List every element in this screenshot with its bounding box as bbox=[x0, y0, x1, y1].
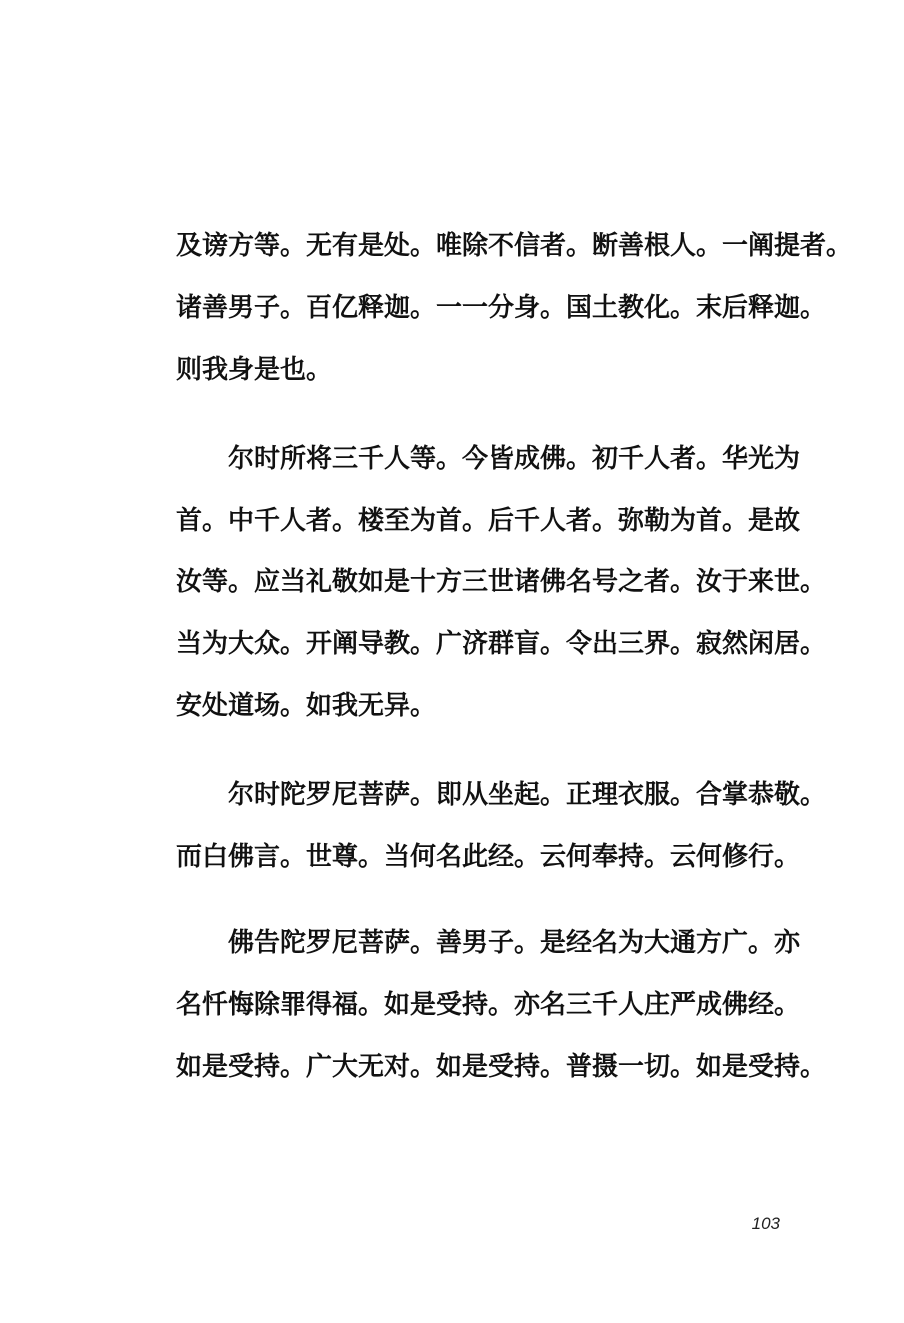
text-line: 尔时所将三千人等。今皆成佛。初千人者。华光为 bbox=[228, 444, 801, 474]
text-line: 名忏悔除罪得福。如是受持。亦名三千人庄严成佛经。 bbox=[176, 990, 801, 1020]
text-line: 首。中千人者。楼至为首。后千人者。弥勒为首。是故 bbox=[176, 506, 801, 536]
text-line: 佛告陀罗尼菩萨。善男子。是经名为大通方广。亦 bbox=[228, 928, 801, 958]
text-line: 诸善男子。百亿释迦。一一分身。国土教化。末后释迦。 bbox=[176, 293, 827, 323]
text-line: 尔时陀罗尼菩萨。即从坐起。正理衣服。合掌恭敬。 bbox=[228, 780, 827, 810]
text-line: 而白佛言。世尊。当何名此经。云何奉持。云何修行。 bbox=[176, 842, 801, 872]
text-line: 当为大众。开阐导教。广济群盲。令出三界。寂然闲居。 bbox=[176, 629, 827, 659]
text-line: 如是受持。广大无对。如是受持。普摄一切。如是受持。 bbox=[176, 1052, 827, 1082]
page-number: 103 bbox=[751, 1214, 780, 1233]
text-line: 则我身是也。 bbox=[176, 355, 333, 385]
text-line: 安处道场。如我无异。 bbox=[176, 691, 437, 721]
text-line: 汝等。应当礼敬如是十方三世诸佛名号之者。汝于来世。 bbox=[176, 567, 827, 597]
text-line: 及谤方等。无有是处。唯除不信者。断善根人。一阐提者。 bbox=[176, 231, 853, 261]
